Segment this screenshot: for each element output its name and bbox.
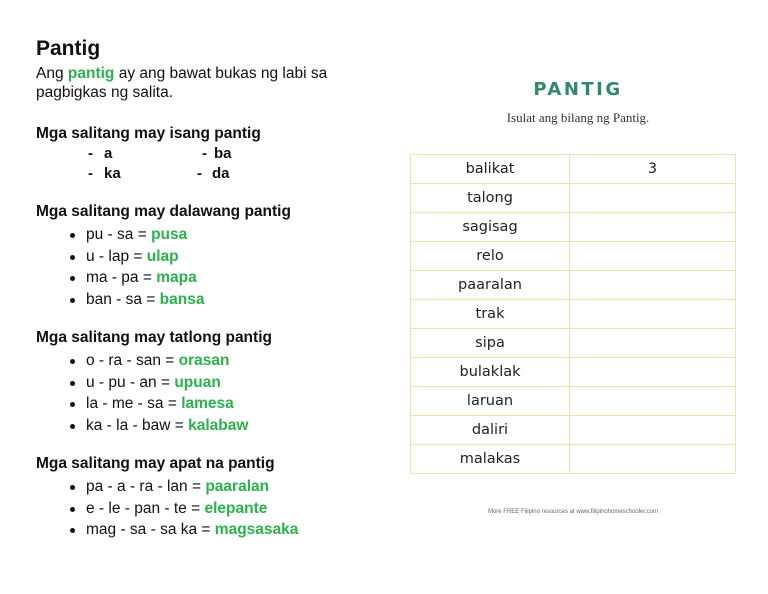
page-title: Pantig: [36, 37, 101, 60]
answer-cell[interactable]: [570, 271, 736, 300]
word-cell: balikat: [411, 155, 570, 184]
word-cell: daliri: [411, 416, 570, 445]
worksheet-footer: More FREE Filipino resources at www.filipinohomeschooler.com: [487, 509, 659, 515]
section-heading: Mga salitang may isang pantig: [36, 125, 261, 142]
section-dalawang-pantig: [36, 202, 396, 310]
dash-marker: -: [88, 165, 93, 182]
dash-marker: -: [88, 145, 93, 162]
section-heading: Mga salitang may tatlong pantig: [36, 329, 272, 346]
one-syllable-word: a: [104, 145, 113, 162]
word-cell: sagisag: [411, 213, 570, 242]
answer-cell[interactable]: 3: [570, 155, 736, 184]
syllable-parts: ma - pa =: [86, 269, 157, 286]
answer-cell[interactable]: [570, 387, 736, 416]
combined-word: elepante: [204, 499, 268, 517]
combined-word: ulap: [146, 247, 179, 265]
table-row: [411, 329, 736, 358]
combined-word: orasan: [178, 352, 230, 369]
answer-cell[interactable]: [570, 300, 736, 329]
word-cell: laruan: [411, 387, 570, 416]
answer-cell[interactable]: [570, 445, 736, 474]
list-item: [86, 498, 396, 520]
table-row: [411, 387, 736, 416]
word-list: [36, 224, 396, 310]
syllable-parts: pa - a - ra - lan =: [86, 478, 206, 495]
syllable-parts: o - ra - san =: [86, 352, 179, 369]
section-tatlong-pantig: [36, 328, 396, 436]
word-cell: malakas: [411, 445, 570, 474]
table-row: [411, 358, 736, 387]
section-isang-pantig: [36, 124, 396, 184]
combined-word: upuan: [174, 373, 221, 391]
answer-cell[interactable]: [570, 329, 736, 358]
answer-cell[interactable]: [570, 242, 736, 271]
combined-word: kalabaw: [188, 416, 249, 434]
section-heading: Mga salitang may dalawang pantig: [36, 203, 291, 220]
section-heading: Mga salitang may apat na pantig: [36, 455, 275, 472]
word-cell: bulaklak: [411, 358, 570, 387]
combined-word: paaralan: [205, 478, 270, 495]
answer-cell[interactable]: [570, 416, 736, 445]
list-item: [86, 415, 396, 437]
list-item: [86, 224, 396, 246]
combined-word: pusa: [151, 226, 188, 243]
intro-paragraph: [36, 64, 396, 102]
answer-cell[interactable]: [570, 358, 736, 387]
worksheet-title: PANTIG: [533, 79, 623, 100]
syllable-parts: la - me - sa =: [86, 395, 182, 412]
dash-marker: -: [202, 145, 207, 162]
answer-cell[interactable]: [570, 184, 736, 213]
dash-marker: -: [197, 165, 202, 182]
one-syllable-row: [36, 164, 396, 184]
table-row: [411, 213, 736, 242]
list-item: [86, 267, 396, 289]
worksheet-panel: [410, 78, 738, 474]
syllable-parts: u - lap =: [86, 247, 147, 265]
syllable-parts: pu - sa =: [86, 226, 152, 243]
table-row: [411, 242, 736, 271]
table-row: [411, 155, 736, 184]
word-cell: paaralan: [411, 271, 570, 300]
intro-pre: Ang: [36, 65, 68, 82]
table-row: [411, 184, 736, 213]
combined-word: magsasaka: [214, 521, 299, 538]
word-cell: sipa: [411, 329, 570, 358]
combined-word: lamesa: [181, 395, 234, 412]
word-list: [36, 476, 396, 541]
word-cell: trak: [411, 300, 570, 329]
syllable-parts: ka - la - baw =: [86, 416, 189, 434]
list-item: [86, 289, 396, 311]
list-item: [86, 246, 396, 268]
table-row: [411, 416, 736, 445]
list-item: [86, 393, 396, 415]
syllable-parts: mag - sa - sa ka =: [86, 521, 215, 538]
list-item: [86, 476, 396, 498]
list-item: [86, 519, 396, 541]
answer-cell[interactable]: [570, 213, 736, 242]
table-row: [411, 445, 736, 474]
table-row: [411, 300, 736, 329]
word-cell: talong: [411, 184, 570, 213]
word-list: [36, 350, 396, 436]
one-syllable-row: [36, 144, 396, 164]
combined-word: mapa: [156, 269, 197, 286]
list-item: [86, 350, 396, 372]
combined-word: bansa: [159, 290, 205, 308]
one-syllable-word: da: [212, 165, 230, 182]
lesson-panel: [36, 36, 396, 541]
intro-keyword: pantig: [67, 65, 115, 82]
syllable-parts: e - le - pan - te =: [86, 499, 205, 517]
list-item: [86, 372, 396, 394]
intro-post: ay ang bawat bukas ng labi sa pagbigkas ng salita.: [36, 65, 328, 101]
syllable-parts: ban - sa =: [86, 290, 160, 308]
worksheet-instruction: Isulat ang bilang ng Pantig.: [506, 110, 650, 125]
word-cell: relo: [411, 242, 570, 271]
syllable-parts: u - pu - an =: [86, 373, 175, 391]
section-apat-na-pantig: [36, 454, 396, 541]
syllable-count-table: [410, 154, 736, 474]
table-row: [411, 271, 736, 300]
one-syllable-word: ba: [214, 145, 232, 162]
one-syllable-word: ka: [104, 165, 121, 182]
